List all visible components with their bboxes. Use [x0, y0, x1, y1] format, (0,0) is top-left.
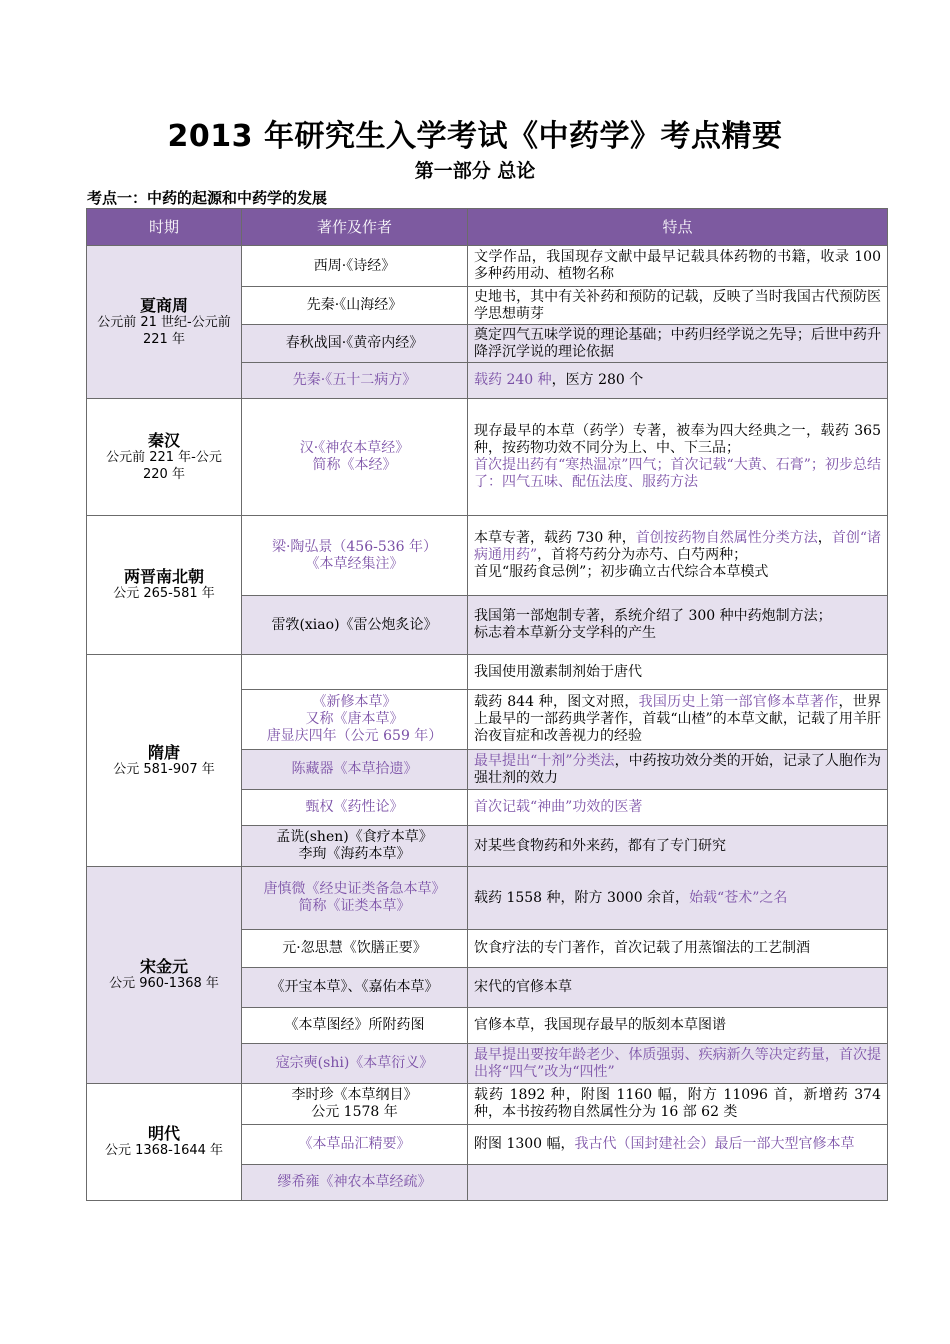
header-period: 时期	[87, 209, 242, 246]
work-cell: 寇宗奭(shi)《本草衍义》	[242, 1044, 468, 1084]
feature-cell	[468, 399, 888, 516]
feature-cell	[468, 1165, 888, 1201]
work-title: 李珣《海药本草》	[298, 846, 411, 862]
work-cell: 《本草品汇精要》	[242, 1125, 468, 1165]
period-range: 公元 581-907 年	[113, 761, 215, 777]
feature-text: ，医方 280 个	[551, 372, 644, 388]
header-feature: 特点	[468, 209, 888, 246]
work-cell: 先秦·《山海经》	[242, 287, 468, 325]
feature-cell	[468, 750, 888, 790]
work-cell: 春秋战国·《黄帝内经》	[242, 325, 468, 363]
period-range: 公元前 221 年-公元 220 年	[106, 449, 222, 482]
period-cell	[87, 655, 242, 867]
feature-text: 附图 1300 幅，	[474, 1136, 575, 1152]
period-cell	[87, 246, 242, 399]
header-work: 著作及作者	[242, 209, 468, 246]
work-cell: 元·忽思慧《饮膳正要》	[242, 930, 468, 968]
work-cell	[242, 1084, 468, 1125]
work-cell	[242, 690, 468, 750]
work-date: 公元 1578 年	[311, 1104, 398, 1120]
feature-highlight: 我国历史上第一部官修本草著作	[638, 694, 839, 710]
period-range: 公元 1368-1644 年	[104, 1143, 224, 1158]
period-name: 夏商周	[139, 295, 188, 315]
work-cell	[242, 867, 468, 930]
work-alias: 简称《证类本草》	[298, 898, 411, 914]
feature-cell: 饮食疗法的专门著作，首次记载了用蒸馏法的工艺制酒	[468, 930, 888, 968]
page-title: 2013 年研究生入学考试《中药学》考点精要	[167, 119, 783, 154]
work-title: 《新修本草》	[312, 694, 397, 710]
work-title: 唐慎微《经史证类备急本草》	[263, 881, 446, 897]
feature-cell	[468, 867, 888, 930]
feature-text: 载药 844 种，图文对照，	[474, 694, 639, 710]
feature-cell	[468, 690, 888, 750]
work-cell: 西周·《诗经》	[242, 246, 468, 287]
period-range: 公元前 21 世纪-公元前 221 年	[97, 314, 231, 347]
table-header-row	[87, 209, 888, 246]
feature-text: ，首将芍药分为赤芍、白芍两种；	[537, 547, 748, 563]
feature-text: ，中药按功效分类的开始，记录了人胞作为强壮剂的效力	[474, 752, 881, 786]
period-name: 宋金元	[139, 957, 188, 976]
work-cell: 雷敩(xiao)《雷公炮炙论》	[242, 596, 468, 655]
part-subtitle: 第一部分 总论	[414, 160, 536, 182]
work-title: 汉·《神农本草经》	[299, 440, 410, 456]
feature-text: 载药 1558 种，附方 3000 余首，	[474, 889, 690, 906]
work-cell	[242, 399, 468, 516]
feature-highlight: 最早提出“十剂”分类法	[474, 752, 615, 769]
feature-cell: 史地书，其中有关补药和预防的记载，反映了当时我国古代预防医学思想萌芽	[468, 287, 888, 325]
history-table	[86, 208, 888, 1201]
period-range: 公元 265-581 年	[113, 586, 215, 601]
feature-cell: 对某些食物药和外来药，都有了专门研究	[468, 826, 888, 867]
feature-text: 我国第一部炮制专著，系统介绍了 300 种中药炮制方法；	[474, 608, 832, 624]
work-title: 《本草经集注》	[305, 555, 404, 572]
work-cell	[242, 655, 468, 690]
feature-highlight: 首次提出药有“寒热温凉”四气；首次记载“大黄、石膏”；初步总结了：四气五味、配伍法度、服药方法	[474, 457, 881, 490]
table-row	[87, 655, 888, 690]
period-name: 两晋南北朝	[123, 567, 204, 586]
feature-cell: 首次记载“神曲”功效的医著	[468, 790, 888, 826]
feature-cell: 我国使用激素制剂始于唐代	[468, 655, 888, 690]
feature-text: ，世界上最早的一部药典学著作，首载“山楂”的本草文献，记载了用羊肝治夜盲症和改善视力的经验	[474, 694, 882, 744]
table-row	[87, 516, 888, 596]
table-row	[87, 867, 888, 930]
period-cell	[87, 399, 242, 516]
period-name: 明代	[147, 1124, 180, 1143]
feature-cell: 载药 1892 种，附图 1160 幅，附方 11096 首，新增药 374 种，本书按药物自然属性分为 16 部 62 类	[468, 1084, 888, 1125]
period-cell	[87, 867, 242, 1084]
feature-cell	[468, 516, 888, 596]
work-cell: 《开宝本草》、《嘉佑本草》	[242, 968, 468, 1008]
period-name: 秦汉	[147, 430, 180, 450]
table-row	[87, 246, 888, 287]
section-heading: 考点一：中药的起源和中药学的发展	[87, 189, 328, 207]
feature-text: 标志着本草新分支学科的产生	[474, 625, 656, 641]
feature-highlight: 首创按药物自然属性分类方法	[635, 530, 818, 546]
feature-highlight: 载药 240 种	[474, 372, 552, 388]
feature-cell: 宋代的官修本草	[468, 968, 888, 1008]
work-title: 李时珍《本草纲目》	[291, 1087, 418, 1103]
period-name: 隋唐	[147, 742, 180, 762]
feature-highlight: 我古代（国封建社会）最后一部大型官修本草	[574, 1136, 855, 1152]
period-cell	[87, 516, 242, 655]
table-row	[87, 399, 888, 516]
work-alias: 又称《唐本草》	[305, 711, 404, 727]
feature-cell: 奠定四气五味学说的理论基础；中药归经学说之先导；后世中药升降浮沉学说的理论依据	[468, 325, 888, 363]
work-cell: 陈藏器《本草拾遗》	[242, 750, 468, 790]
work-cell: 《本草图经》所附药图	[242, 1008, 468, 1044]
work-date: 唐显庆四年（公元 659 年）	[266, 728, 443, 744]
feature-cell: 官修本草，我国现存最早的版刻本草图谱	[468, 1008, 888, 1044]
feature-cell: 文学作品，我国现存文献中最早记载具体药物的书籍，收录 100 多种药用动、植物名称	[468, 246, 888, 287]
feature-text: 现存最早的本草（药学）专著，被奉为四大经典之一，载药 365 种，按药物功效不同分为上、中、下三品；	[474, 423, 881, 456]
work-cell: 甄权《药性论》	[242, 790, 468, 826]
period-range: 公元 960-1368 年	[109, 976, 219, 991]
feature-cell	[468, 1125, 888, 1165]
feature-highlight: 始载“苍术”之名	[689, 889, 788, 906]
work-cell: 先秦·《五十二病方》	[242, 363, 468, 399]
work-cell	[242, 516, 468, 596]
feature-highlight: 首创“诸病通用药”	[474, 530, 881, 563]
period-cell	[87, 1084, 242, 1201]
work-cell	[242, 826, 468, 867]
feature-cell	[468, 363, 888, 399]
feature-text: 本草专著，载药 730 种，	[474, 530, 636, 546]
feature-text: ，	[817, 530, 832, 546]
feature-cell	[468, 596, 888, 655]
table-row	[87, 1084, 888, 1125]
feature-cell: 最早提出要按年龄老少、体质强弱、疾病新久等决定药量，首次提出将“四气”改为“四性”	[468, 1044, 888, 1084]
work-author: 梁·陶弘景（456-536 年）	[271, 538, 438, 555]
work-cell: 缪希雍《神农本草经疏》	[242, 1165, 468, 1201]
work-title: 孟诜(shen)《食疗本草》	[276, 829, 433, 845]
work-alias: 简称《本经》	[312, 457, 397, 473]
feature-text: 首见“服药食忌例”；初步确立古代综合本草模式	[474, 564, 769, 580]
